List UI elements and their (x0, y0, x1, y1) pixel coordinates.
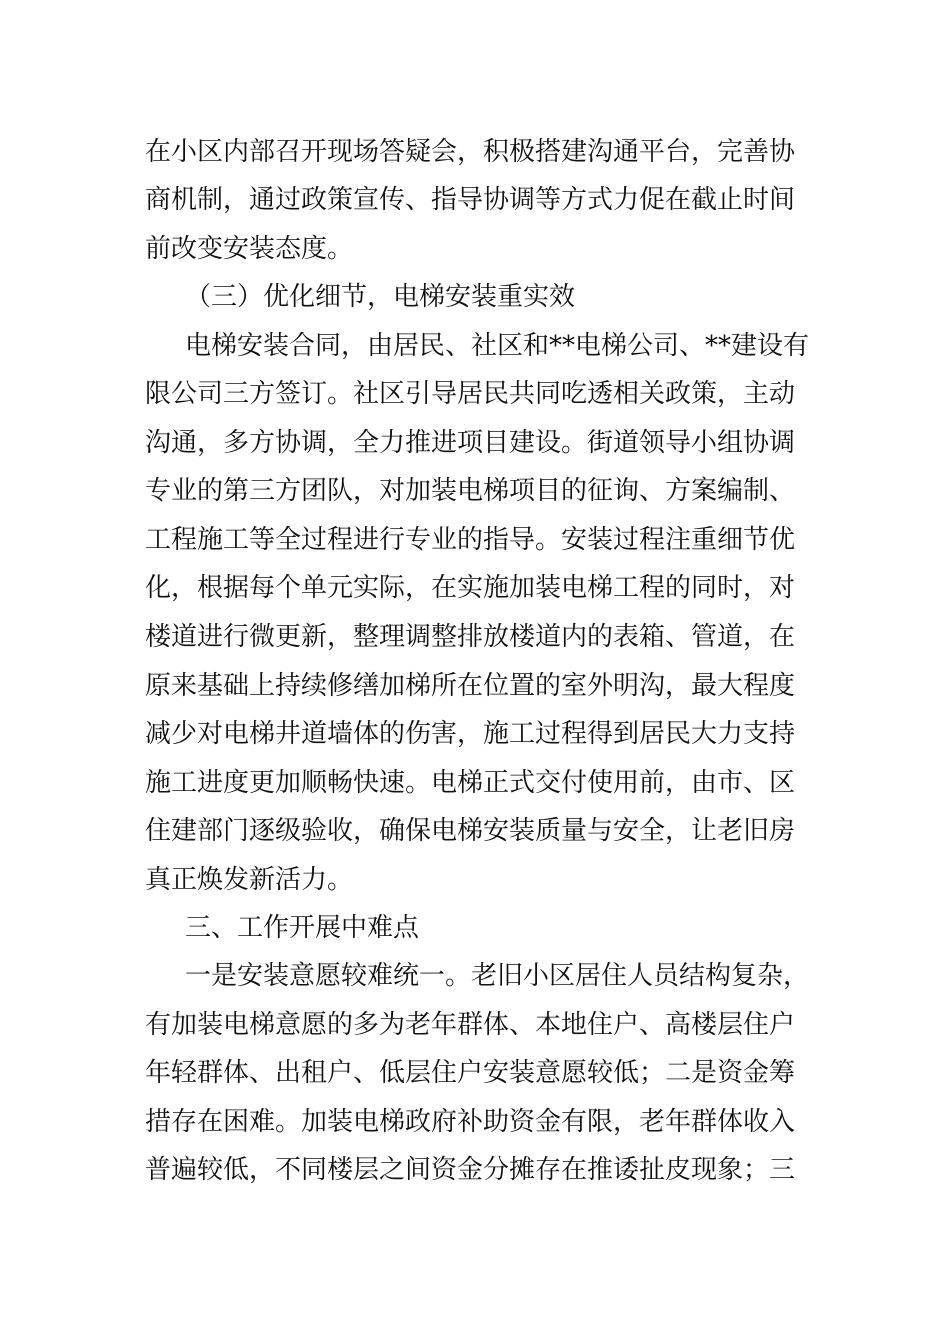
body-text-line: 化，根据每个单元实际，在实施加装电梯工程的同时，对 (145, 573, 796, 603)
body-text-line: 有加装电梯意愿的多为老年群体、本地住户、高楼层住户 (145, 1010, 796, 1040)
body-text-line: 前改变安装态度。 (145, 234, 354, 264)
body-text-line: 施工进度更加顺畅快速。电梯正式交付使用前，由市、区 (145, 768, 796, 798)
body-text-line: 楼道进行微更新，整理调整排放楼道内的表箱、管道，在 (145, 622, 796, 652)
body-text-line: 电梯安装合同，由居民、社区和**电梯公司、**建设有 (185, 331, 810, 361)
body-text-line: 限公司三方签订。社区引导居民共同吃透相关政策，主动 (145, 379, 796, 409)
body-text-line: 沟通，多方协调，全力推进项目建设。街道领导小组协调 (145, 428, 796, 458)
body-text-line: 年轻群体、出租户、低层住户安装意愿较低；二是资金筹 (145, 1058, 796, 1088)
body-text-line: 真正焕发新活力。 (145, 865, 354, 895)
body-text-line: 住建部门逐级验收，确保电梯安装质量与安全，让老旧房 (145, 816, 796, 846)
body-text-line: 专业的第三方团队，对加装电梯项目的征询、方案编制、 (145, 476, 796, 506)
section-heading: （三）优化细节，电梯安装重实效 (185, 282, 576, 312)
section-heading: 三、工作开展中难点 (185, 913, 420, 943)
body-text-line: 普遍较低，不同楼层之间资金分摊存在推诿扯皮现象；三 (145, 1155, 796, 1185)
body-text-line: 原来基础上持续修缮加梯所在位置的室外明沟，最大程度 (145, 671, 796, 701)
body-text-line: 工程施工等全过程进行专业的指导。安装过程注重细节优 (145, 525, 796, 555)
body-text-line: 措存在困难。加装电梯政府补助资金有限，老年群体收入 (145, 1107, 796, 1137)
body-text-line: 商机制，通过政策宣传、指导协调等方式力促在截止时间 (145, 185, 796, 215)
body-text-line: 一是安装意愿较难统一。老旧小区居住人员结构复杂， (185, 961, 810, 991)
body-text-line: 在小区内部召开现场答疑会，积极搭建沟通平台，完善协 (145, 137, 796, 167)
body-text-line: 减少对电梯井道墙体的伤害，施工过程得到居民大力支持 (145, 719, 796, 749)
